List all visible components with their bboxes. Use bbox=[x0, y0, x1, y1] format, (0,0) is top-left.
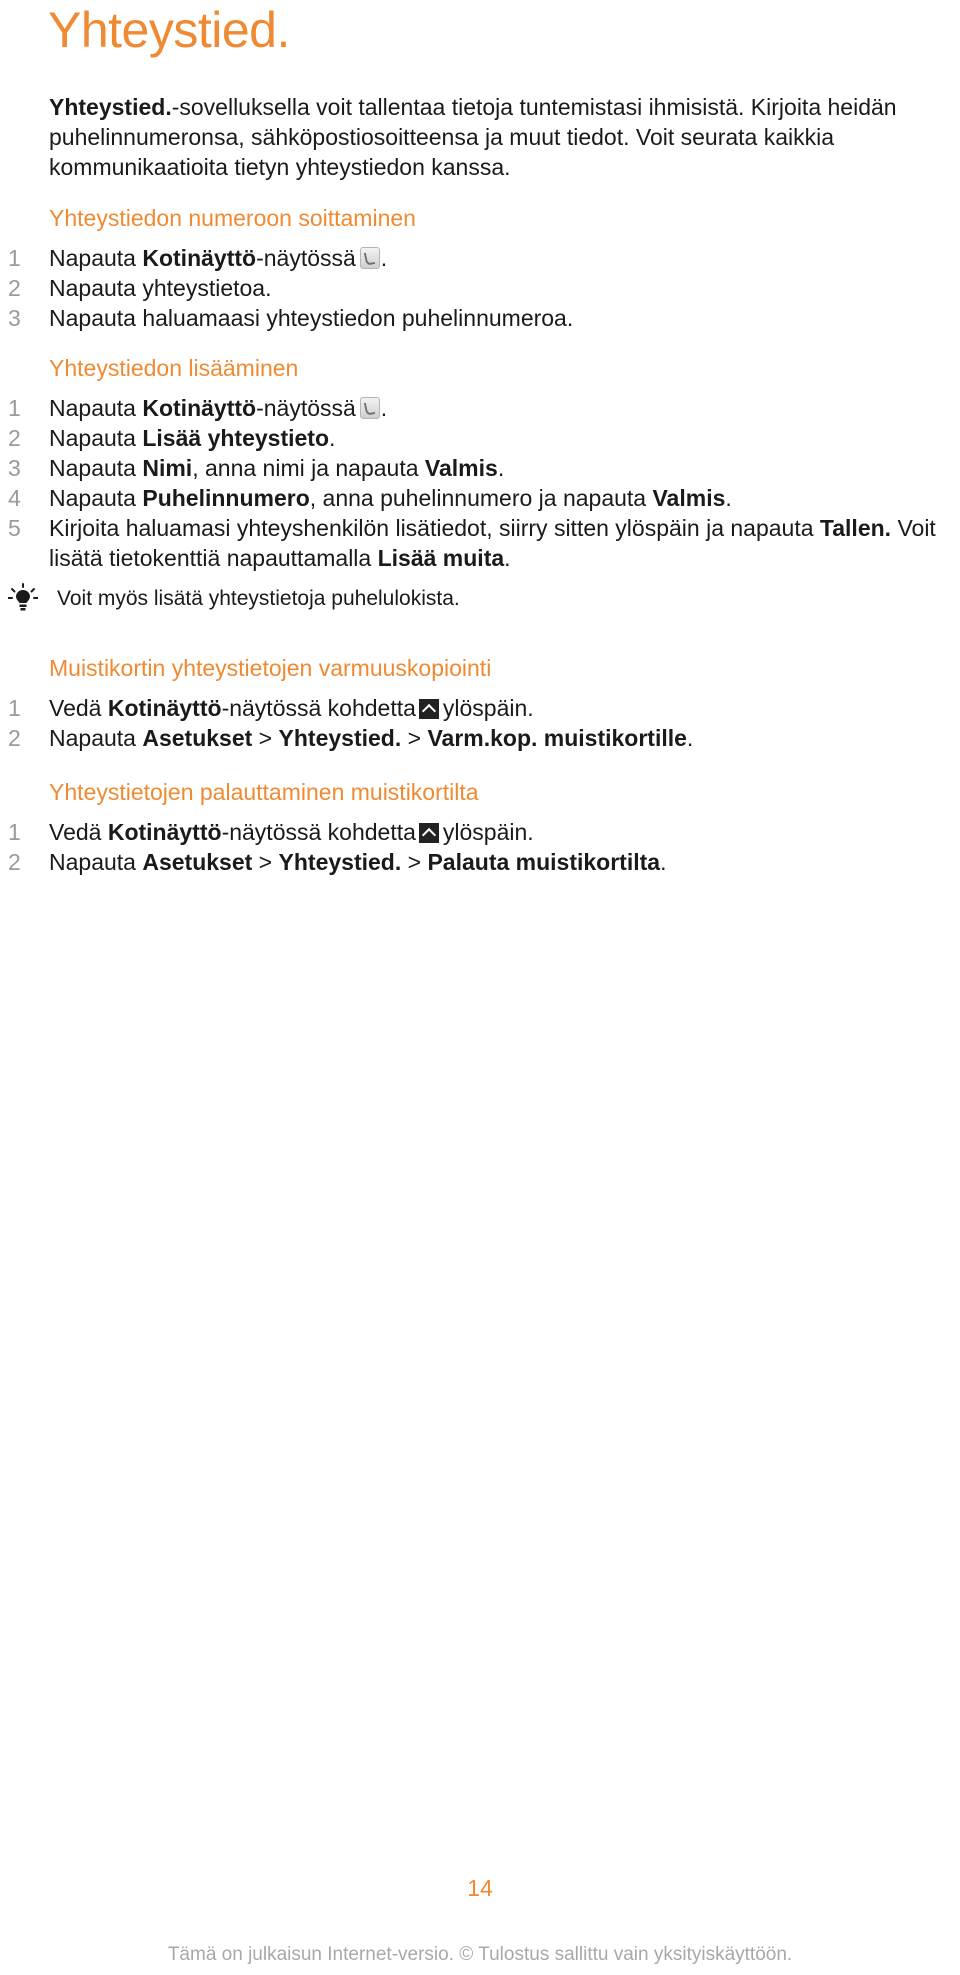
page-number: 14 bbox=[467, 1875, 493, 1901]
page-title: Yhteystied. bbox=[48, 2, 290, 58]
step-text: Vedä bbox=[49, 695, 108, 721]
step-item bbox=[0, 483, 960, 513]
step-text: , anna nimi ja napauta bbox=[192, 455, 425, 481]
step-number: 3 bbox=[8, 305, 21, 331]
step-text: Napauta bbox=[49, 849, 143, 875]
step-text: -näytössä kohdetta bbox=[221, 695, 416, 721]
section-heading: Yhteystietojen palauttaminen muistikortilta bbox=[49, 779, 479, 805]
step-text: -näytössä kohdetta bbox=[221, 819, 416, 845]
step-number: 1 bbox=[8, 395, 21, 421]
step-bold-text: Palauta muistikortilta bbox=[427, 849, 661, 875]
step-number: 2 bbox=[8, 725, 21, 751]
step-item bbox=[0, 513, 960, 573]
step-item bbox=[0, 423, 960, 453]
intro-paragraph bbox=[49, 92, 949, 182]
step-number: 4 bbox=[8, 485, 21, 511]
step-number: 2 bbox=[8, 849, 21, 875]
step-bold-text: Yhteystied. bbox=[278, 849, 402, 875]
step-number: 3 bbox=[8, 455, 21, 481]
step-text: . bbox=[497, 455, 505, 481]
step-bold-text: Asetukset bbox=[142, 849, 253, 875]
section-backup-contacts bbox=[0, 653, 960, 753]
up-arrow-icon bbox=[419, 699, 439, 719]
step-bold-text: Kotinäyttö bbox=[142, 395, 257, 421]
step-text: . bbox=[660, 849, 667, 875]
step-item bbox=[0, 847, 960, 877]
step-text: , anna puhelinnumero ja napauta bbox=[309, 485, 653, 511]
phone-icon bbox=[360, 247, 380, 269]
step-text: Napauta haluamaasi yhteystiedon puhelinnumeroa. bbox=[49, 305, 574, 331]
step-text: . bbox=[504, 545, 511, 571]
step-bold-text: Lisää yhteystieto bbox=[142, 425, 329, 451]
tip-text: Voit myös lisätä yhteystietoja puhelulokista. bbox=[57, 587, 460, 610]
step-number: 2 bbox=[8, 275, 21, 301]
step-text: Kirjoita haluamasi yhteyshenkilön lisätiedot, siirry sitten ylöspäin ja napauta bbox=[49, 515, 820, 541]
step-text: > bbox=[401, 725, 428, 751]
step-number: 1 bbox=[8, 245, 21, 271]
lightbulb-icon bbox=[8, 583, 38, 613]
step-text: Napauta bbox=[49, 485, 143, 511]
step-text: -näytössä bbox=[256, 245, 356, 271]
step-text: Napauta bbox=[49, 395, 143, 421]
step-bold-text: Valmis bbox=[424, 455, 498, 481]
step-item bbox=[0, 693, 960, 723]
step-text: Napauta yhteystietoa. bbox=[49, 275, 272, 301]
step-list bbox=[0, 393, 960, 573]
step-bold-text: Tallen. bbox=[819, 515, 892, 541]
step-text: . bbox=[686, 725, 694, 751]
step-number: 5 bbox=[8, 515, 21, 541]
step-text: ylöspäin. bbox=[442, 695, 534, 721]
step-bold-text: Yhteystied. bbox=[278, 725, 402, 751]
step-text: . bbox=[380, 245, 388, 271]
step-text: Napauta bbox=[49, 725, 143, 751]
section-call-contact bbox=[0, 203, 960, 333]
step-bold-text: Asetukset bbox=[142, 725, 253, 751]
footer-note: Tämä on julkaisun Internet-versio. © Tulostus sallittu vain yksityiskäyttöön. bbox=[167, 1944, 793, 1965]
section-restore-contacts bbox=[0, 777, 960, 877]
step-number: 1 bbox=[8, 819, 21, 845]
step-item bbox=[0, 453, 960, 483]
section-heading: Muistikortin yhteystietojen varmuuskopiointi bbox=[49, 655, 492, 681]
step-bold-text: Kotinäyttö bbox=[142, 245, 257, 271]
step-number: 1 bbox=[8, 695, 21, 721]
step-text: > bbox=[252, 725, 279, 751]
step-bold-text: Nimi bbox=[142, 455, 193, 481]
step-text: Vedä bbox=[49, 819, 108, 845]
step-text: Voit lisätä tietokenttiä napauttamalla bbox=[49, 515, 936, 571]
section-heading: Yhteystiedon lisääminen bbox=[49, 355, 299, 381]
step-item bbox=[0, 243, 960, 273]
step-text: > bbox=[252, 849, 279, 875]
intro-text: -sovelluksella voit tallentaa tietoja tuntemistasi ihmisistä. Kirjoita heidän puhelinnumeronsa, sähköpostiosoitteensa ja muut tiedot. Voit seurata kaikkia kommunikaatioita tietyn yhteystiedon kanssa. bbox=[49, 94, 897, 180]
intro-app-name: Yhteystied. bbox=[49, 94, 172, 120]
step-bold-text: Valmis bbox=[652, 485, 726, 511]
step-text: Napauta bbox=[49, 425, 143, 451]
step-number: 2 bbox=[8, 425, 21, 451]
step-item bbox=[0, 303, 960, 333]
step-list bbox=[0, 817, 960, 877]
step-text: ylöspäin. bbox=[442, 819, 534, 845]
step-text: . bbox=[725, 485, 732, 511]
up-arrow-icon bbox=[419, 823, 439, 843]
section-heading: Yhteystiedon numeroon soittaminen bbox=[49, 205, 416, 231]
step-list bbox=[0, 693, 960, 753]
step-item bbox=[0, 393, 960, 423]
step-text: Napauta bbox=[49, 455, 143, 481]
step-text: -näytössä bbox=[256, 395, 356, 421]
step-bold-text: Varm.kop. muistikortille bbox=[427, 725, 687, 751]
step-text: . bbox=[380, 395, 388, 421]
step-bold-text: Kotinäyttö bbox=[107, 819, 222, 845]
step-text: > bbox=[401, 849, 428, 875]
phone-icon bbox=[360, 397, 380, 419]
step-text: . bbox=[329, 425, 336, 451]
step-bold-text: Puhelinnumero bbox=[142, 485, 310, 511]
step-item bbox=[0, 273, 960, 303]
step-text: Napauta bbox=[49, 245, 143, 271]
step-list bbox=[0, 243, 960, 333]
step-item bbox=[0, 723, 960, 753]
section-add-contact bbox=[0, 353, 960, 573]
step-bold-text: Lisää muita bbox=[377, 545, 505, 571]
step-bold-text: Kotinäyttö bbox=[107, 695, 222, 721]
step-item bbox=[0, 817, 960, 847]
